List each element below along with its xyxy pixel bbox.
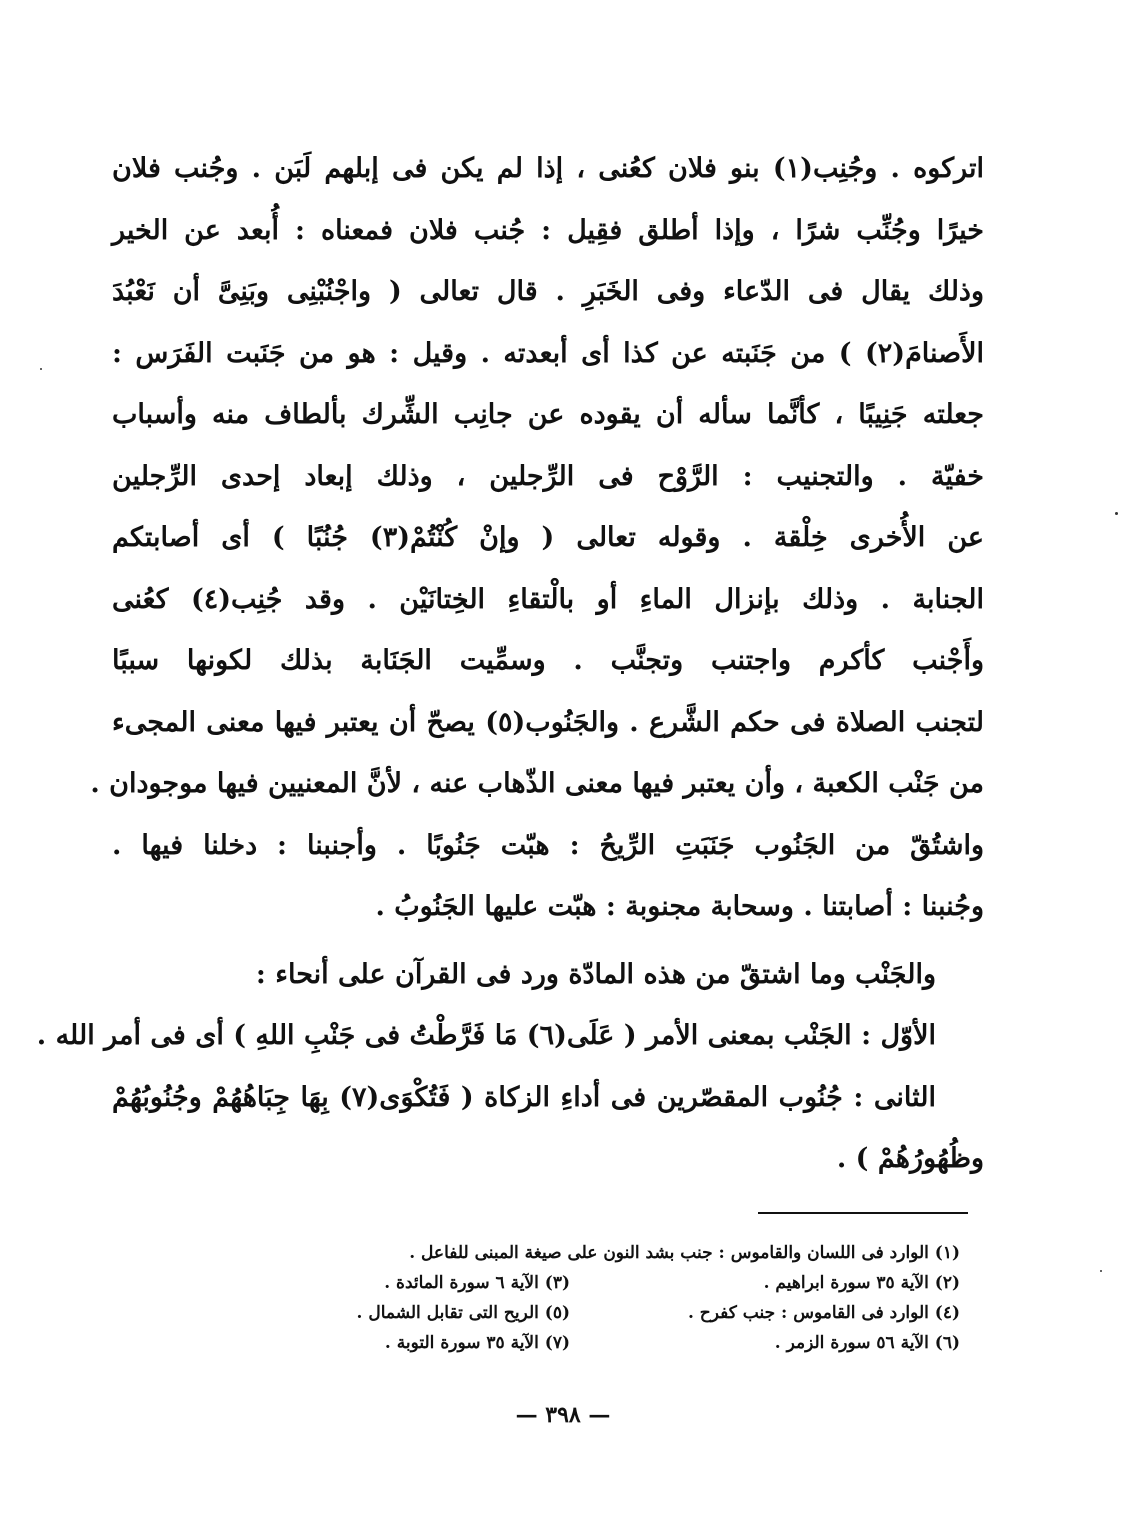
- text-line: وأَجْنب كأكرم واجتنب وتجنَّب . وسمِّيت الجَنَابة بذلك لكونها سببًا: [112, 645, 984, 676]
- text-line: من جَنْب الكعبة ، وأن يعتبر فيها معنى الذّهاب عنه ، لأنَّ المعنيين فيها موجودان .: [90, 768, 984, 799]
- text-line: واشتُقّ من الجَنُوب جَنَبَتِ الرِّيحُ : هبّت جَنُوبًا . وأجنبنا : دخلنا فيها .: [112, 829, 984, 861]
- scan-speck: [1115, 512, 1118, 515]
- text-line: الأَصنامَ(٢) ) من جَنَبته عن كذا أى أبعدته . وقيل : هو من جَنَبت الفَرَس :: [112, 337, 984, 369]
- text-line: خيرًا وجُنِّب شرًا ، وإذا أطلق فقِيل : جُنب فلان فمعناه : أُبعد عن الخير: [112, 214, 984, 246]
- text-line: الأوّل : الجَنْب بمعنى الأمر ( عَلَى(٦) مَا فَرَّطْتُ فى جَنْبِ اللهِ ) أى فى أمر الله .: [36, 1020, 936, 1051]
- footnotes: [180, 1238, 960, 1358]
- footnote-6: (٦) الآية ٥٦ سورة الزمر .: [774, 1333, 960, 1353]
- text-line: لتجنب الصلاة فى حكم الشَّرع . والجَنُوب(٥) يصحّ أن يعتبر فيها معنى المجىء: [112, 706, 984, 738]
- footnote-divider: [758, 1212, 968, 1214]
- footnote-5: (٥) الريح التى تقابل الشمال .: [356, 1303, 570, 1323]
- footnote-2: (٢) الآية ٣٥ سورة ابراهيم .: [763, 1273, 960, 1293]
- text-line: وجُنبنا : أصابتنا . وسحابة مجنوبة : هبّت عليها الجَنُوبُ .: [375, 891, 984, 922]
- text-line: خفيّة . والتجنيب : الرَّوْح فى الرِّجلين ، وذلك إبعاد إحدى الرِّجلين: [112, 460, 984, 492]
- text-line: جعلته جَنِيبًا ، كأنَّما سأله أن يقوده عن جانِب الشِّرك بألطاف منه وأسباب: [112, 399, 984, 430]
- scan-speck: [1100, 1270, 1102, 1272]
- text-line: الثانى : جُنُوب المقصّرين فى أداءِ الزكاة ( فَتُكْوَى(٧) بِهَا جِبَاهُهُمْ وجُنُوبُهُمْ: [112, 1081, 936, 1113]
- page-number: — ٣٩٨ —: [515, 1402, 611, 1428]
- text-line: عن الأُخرى خِلْقة . وقوله تعالى ( وإنْ كُنْتُمْ(٣) جُنُبًا ) أى أصابتكم: [112, 522, 984, 553]
- paragraph-heading: والجَنْب وما اشتقّ من هذه المادّة ورد فى القرآن على أنحاء :: [255, 958, 936, 990]
- main-text: [36, 138, 985, 1190]
- footnote-4: (٤) الوارد فى القاموس : جنب كفرح .: [687, 1303, 960, 1323]
- footnote-3: (٣) الآية ٦ سورة المائدة .: [384, 1273, 570, 1293]
- text-line: وذلك يقال فى الدّعاء وفى الخَبَرِ . قال تعالى ( واجْنُبْنِى وبَنِىَّ أن نَعْبُدَ: [112, 276, 984, 307]
- text-line: الجنابة . وذلك بإنزال الماءِ أو بالْتقاءِ الخِتانَيْن . وقد جُنِب(٤) كعُنى: [112, 583, 984, 615]
- text-line: اتركوه . وجُنِب(١) بنو فلان كعُنى ، إذا لم يكن فى إبلهم لَبَن . وجُنب فلان: [112, 153, 985, 184]
- scan-speck: [40, 368, 42, 370]
- footnote-7: (٧) الآية ٣٥ سورة التوبة .: [384, 1333, 570, 1353]
- footnote-1: (١) الوارد فى اللسان والقاموس : جنب بشد النون على صيغة المبنى للفاعل .: [409, 1243, 960, 1263]
- text-line: وظُهُورُهُمْ ) .: [836, 1143, 984, 1174]
